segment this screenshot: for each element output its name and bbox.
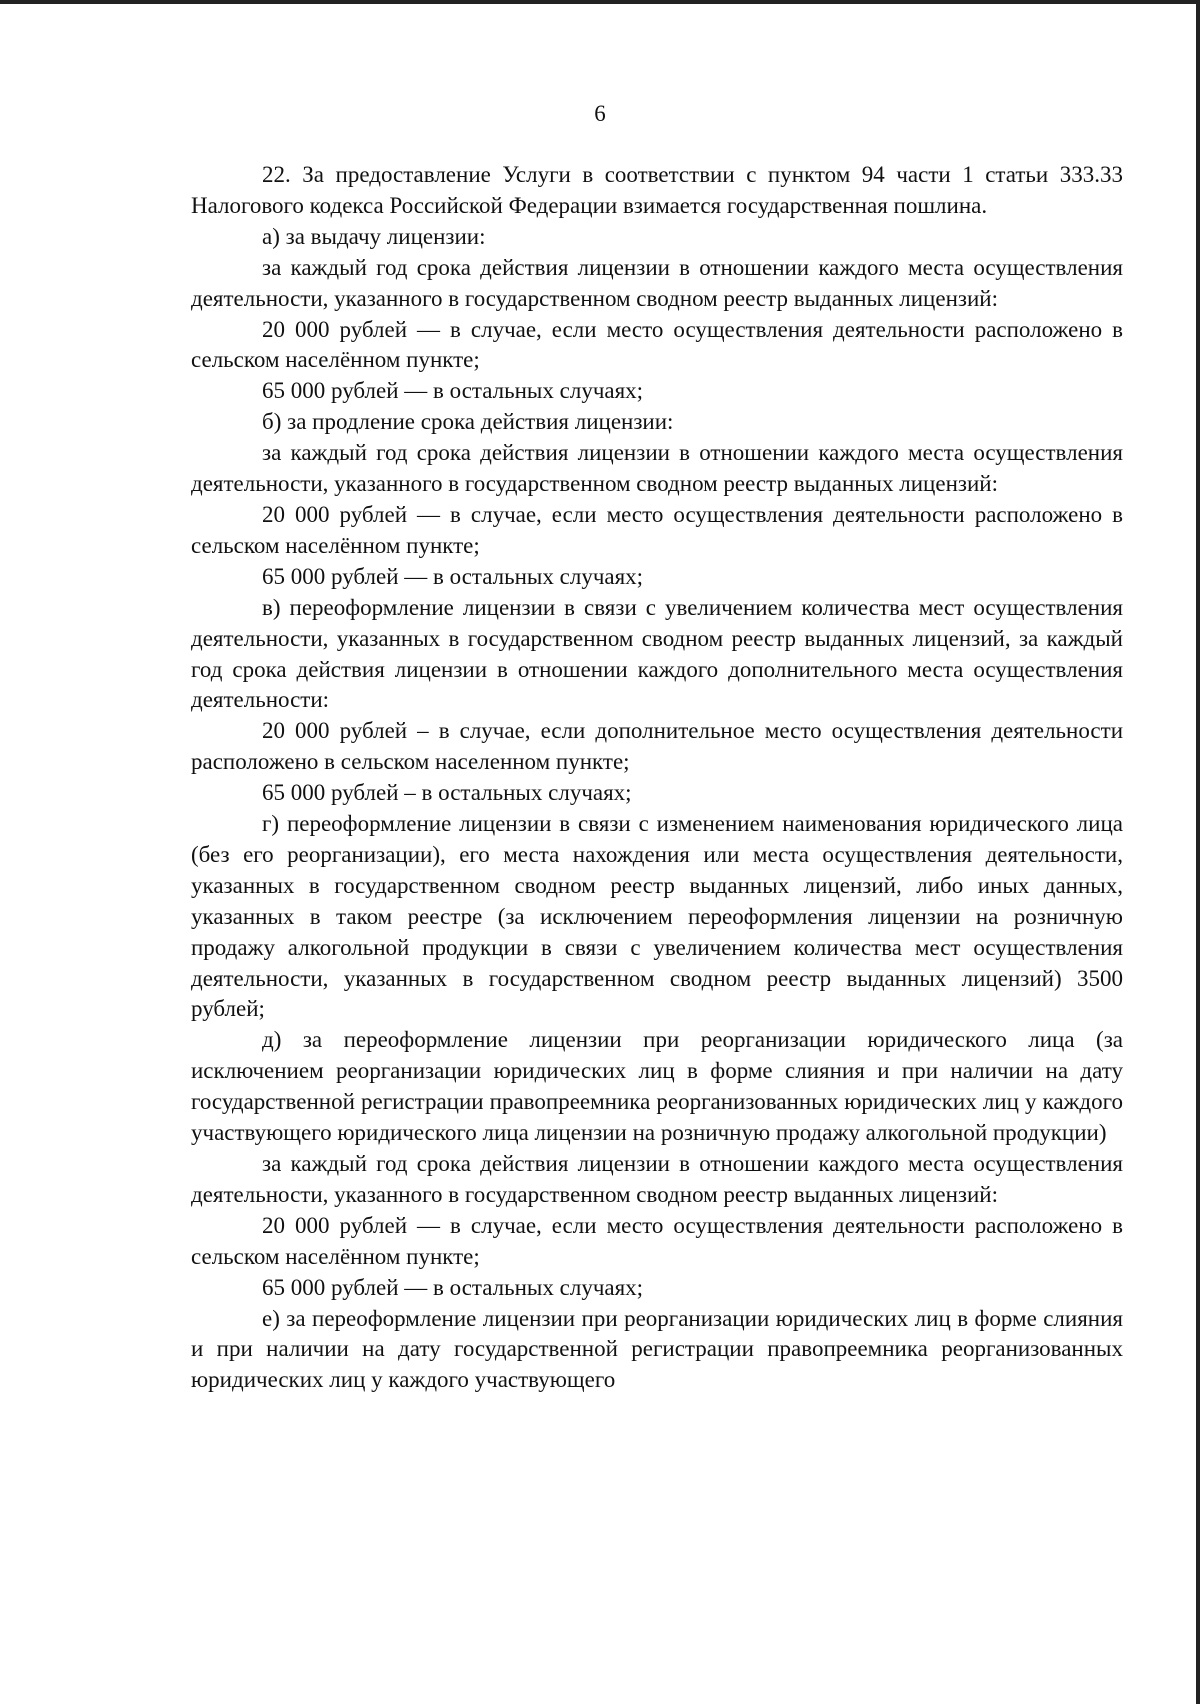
page-number: 6	[594, 101, 606, 126]
paragraph-b-rural-fee: 20 000 рублей — в случае, если место осуществления деятельности расположено в сельском населённом пункте;	[191, 501, 1123, 558]
paragraph-e-heading: е) за переоформление лицензии при реорганизации юридических лиц в форме слияния и при наличии на дату государственной регистрации правопреемника реорганизованных юридических лиц у каждого участвующего	[191, 1305, 1123, 1393]
paragraph-a-rural-fee: 20 000 рублей — в случае, если место осуществления деятельности расположено в сельском населённом пункте;	[191, 316, 1123, 373]
paragraph-a-heading: а) за выдачу лицензии:	[262, 223, 486, 249]
paragraph-22-intro: 22. За предоставление Услуги в соответствии с пунктом 94 части 1 статьи 333.33 Налогового кодекса Российской Федерации взимается государственная пошлина.	[191, 162, 1123, 218]
paragraph-b-heading: б) за продление срока действия лицензии:	[262, 409, 674, 435]
paragraph-v-heading: в) переоформление лицензии в связи с увеличением количества мест осуществления деятельности, указанных в государственном сводном реестр выданных лицензий, за каждый год срока действия лицензии в отношении каждого дополнительного места осуществления деятельности:	[191, 594, 1123, 713]
paragraph-a-other-fee: 65 000 рублей — в остальных случаях;	[262, 378, 644, 404]
paragraph-b-yearly: за каждый год срока действия лицензии в отношении каждого места осуществления деятельности, указанного в государственном сводном реестр выданных лицензий:	[191, 440, 1123, 497]
paragraph-d-other-fee: 65 000 рублей — в остальных случаях;	[262, 1274, 644, 1300]
paragraph-d-heading: д) за переоформление лицензии при реорганизации юридического лица (за исключением реорганизации юридических лиц в форме слияния и при наличии на дату государственной регистрации правопреемника реорганизованных юридических лиц у каждого участвующего юридического лица лицензии на розничную продажу алкогольной продукции)	[191, 1027, 1123, 1146]
scan-edge-top	[0, 0, 1200, 4]
scan-edge-right	[1196, 0, 1200, 1704]
paragraph-d-rural-fee: 20 000 рублей — в случае, если место осуществления деятельности расположено в сельском населённом пункте;	[191, 1212, 1123, 1269]
paragraph-v-other-fee: 65 000 рублей – в остальных случаях;	[262, 780, 632, 806]
paragraph-a-yearly: за каждый год срока действия лицензии в отношении каждого места осуществления деятельности, указанного в государственном сводном реестр выданных лицензий:	[191, 254, 1123, 311]
paragraph-b-other-fee: 65 000 рублей — в остальных случаях;	[262, 563, 644, 589]
document-body	[191, 160, 1123, 1396]
paragraph-v-rural-fee: 20 000 рублей – в случае, если дополнительное место осуществления деятельности расположено в сельском населенном пункте;	[191, 718, 1123, 775]
paragraph-d-yearly: за каждый год срока действия лицензии в отношении каждого места осуществления деятельности, указанного в государственном сводном реестр выданных лицензий:	[191, 1151, 1123, 1207]
paragraph-g-heading: г) переоформление лицензии в связи с изменением наименования юридического лица (без его реорганизации), его места нахождения или места осуществления деятельности, указанных в государственном сводном реестр выданных лицензий, либо иных данных, указанных в таком реестре (за исключением переоформления лицензии на розничную продажу алкогольной продукции в связи с увеличением количества мест осуществления деятельности, указанных в государственном сводном реестр выданных лицензий) 3500 рублей;	[191, 811, 1123, 1022]
